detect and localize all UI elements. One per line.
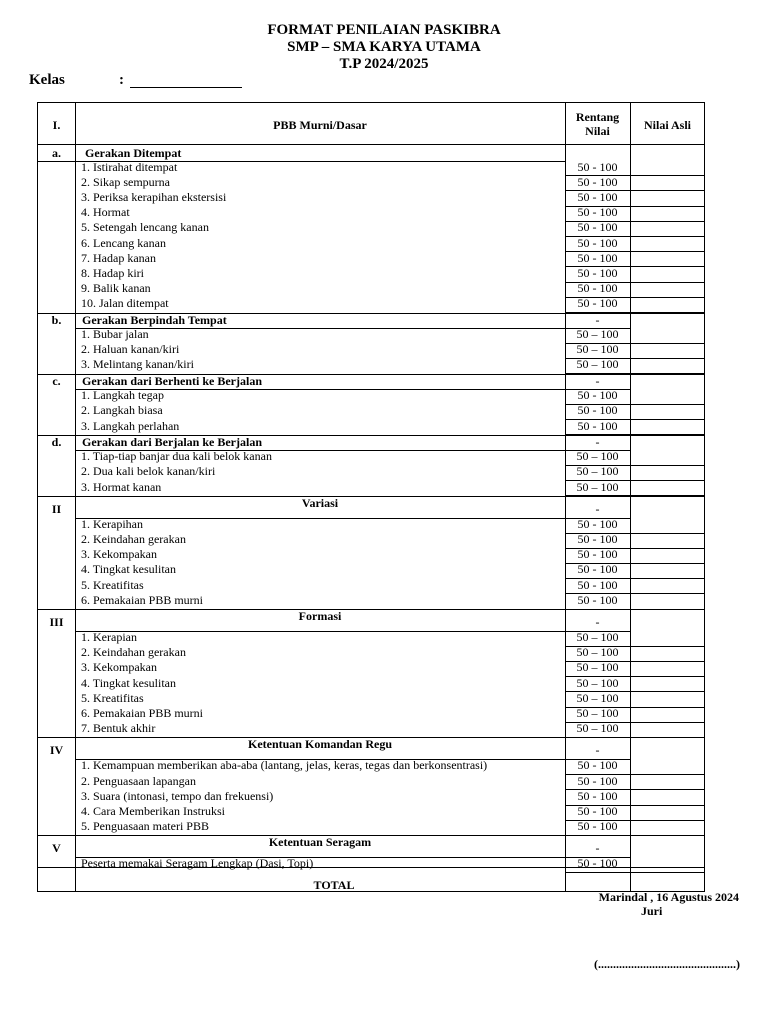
- section-title: Gerakan dari Berjalan ke Berjalan: [82, 435, 262, 450]
- section-top-divider: [75, 435, 705, 436]
- section-range: -: [595, 743, 600, 758]
- criterion-label: 2. Keindahan gerakan: [81, 645, 186, 660]
- criterion-label: 5. Setengah lencang kanan: [81, 220, 209, 235]
- score-cell[interactable]: [631, 206, 705, 220]
- section-number-divider: [38, 496, 75, 497]
- score-cell[interactable]: [631, 533, 705, 547]
- section-title: Gerakan Ditempat: [85, 145, 182, 160]
- total-divider: [38, 867, 704, 868]
- criterion-range: 50 - 100: [577, 592, 618, 607]
- section-number: b.: [51, 313, 62, 327]
- criterion-range: 50 - 100: [577, 235, 618, 250]
- criterion-range: 50 - 100: [577, 418, 618, 433]
- score-cell[interactable]: [631, 191, 705, 205]
- section-top-divider: [75, 313, 705, 314]
- criterion-label: 3. Langkah perlahan: [81, 418, 180, 433]
- section-number-divider: [38, 835, 75, 836]
- criterion-range: 50 – 100: [576, 690, 619, 705]
- criterion-label: 6. Lencang kanan: [81, 235, 166, 250]
- criterion-range: 50 - 100: [577, 220, 618, 235]
- criterion-range: 50 - 100: [577, 773, 618, 788]
- criterion-label: 5. Kreatifitas: [81, 690, 144, 705]
- criterion-range: 50 - 100: [577, 856, 618, 871]
- criterion-range: 50 – 100: [576, 675, 619, 690]
- signature-placeholder: (..............................................): [594, 957, 740, 971]
- score-cell[interactable]: [631, 404, 705, 418]
- criterion-label: 2. Keindahan gerakan: [81, 532, 186, 546]
- total-score-cell[interactable]: [631, 868, 705, 892]
- section-range: -: [595, 615, 600, 629]
- criterion-label: 1. Kerapian: [81, 630, 137, 644]
- section-title-divider: [75, 631, 630, 632]
- score-cell[interactable]: [631, 389, 705, 403]
- criterion-label: 3. Hormat kanan: [81, 479, 162, 494]
- section-number-divider: [38, 374, 75, 375]
- criterion-label: 7. Hadap kanan: [81, 250, 156, 265]
- criterion-range: 50 – 100: [576, 479, 619, 494]
- section-title-divider: [75, 518, 630, 519]
- score-cell[interactable]: [631, 661, 705, 675]
- score-cell[interactable]: [631, 358, 705, 372]
- section-number: c.: [52, 374, 61, 389]
- kelas-colon: :: [119, 72, 124, 88]
- section-title: Gerakan dari Berhenti ke Berjalan: [82, 374, 262, 389]
- criterion-label: 1. Langkah tegap: [81, 388, 164, 403]
- section-top-divider: [75, 609, 705, 610]
- criterion-range: 50 - 100: [577, 189, 618, 204]
- criterion-label: 4. Cara Memberikan Instruksi: [81, 804, 225, 818]
- score-cell[interactable]: [631, 820, 705, 834]
- criterion-range: 50 - 100: [577, 804, 618, 818]
- criterion-range: 50 - 100: [577, 296, 618, 311]
- criterion-label: 3. Suara (intonasi, tempo dan frekuensi): [81, 788, 274, 803]
- section-range: -: [595, 435, 600, 450]
- criterion-range: 50 – 100: [576, 342, 619, 357]
- score-cell[interactable]: [631, 282, 705, 296]
- criterion-label: 5. Penguasaan materi PBB: [81, 819, 209, 834]
- criterion-label: 4. Tingkat kesulitan: [81, 675, 177, 690]
- score-cell[interactable]: [631, 646, 705, 660]
- criterion-range: 50 - 100: [577, 174, 618, 189]
- criterion-range: 50 – 100: [576, 660, 619, 675]
- score-cell[interactable]: [631, 420, 705, 434]
- section-number: d.: [51, 435, 62, 450]
- criterion-range: 50 - 100: [577, 516, 618, 531]
- section-top-divider: [75, 374, 705, 375]
- section-number-divider: [38, 737, 75, 738]
- score-cell[interactable]: [631, 465, 705, 479]
- section-title-divider: [75, 328, 630, 329]
- section-title: Variasi: [301, 495, 339, 510]
- score-cell[interactable]: [631, 161, 705, 175]
- score-cell[interactable]: [631, 790, 705, 804]
- place-date: Marindal , 16 Agustus 2024: [598, 890, 739, 904]
- header-no: I.: [52, 118, 61, 132]
- section-range: -: [595, 374, 600, 389]
- criterion-range: 50 – 100: [576, 630, 619, 644]
- criterion-label: 4. Hormat: [81, 205, 130, 220]
- score-cell[interactable]: [631, 722, 705, 736]
- criterion-label: 1. Kemampuan memberikan aba-aba (lantang, jelas, keras, tegas dan berkonsentrasi): [81, 758, 488, 773]
- kelas-blank-line[interactable]: [130, 87, 242, 88]
- criterion-label: 3. Kekompakan: [81, 547, 157, 562]
- score-cell[interactable]: [631, 548, 705, 562]
- score-cell[interactable]: [631, 805, 705, 819]
- score-cell[interactable]: [631, 450, 705, 464]
- score-cell[interactable]: [631, 343, 705, 357]
- criterion-label: 5. Kreatifitas: [81, 577, 144, 592]
- criterion-label: 6. Pemakaian PBB murni: [81, 592, 203, 607]
- criterion-label: 1. Bubar jalan: [81, 327, 149, 341]
- criterion-range: 50 - 100: [577, 205, 618, 220]
- score-cell[interactable]: [631, 297, 705, 311]
- score-cell[interactable]: [631, 631, 705, 645]
- criterion-range: 50 – 100: [576, 464, 619, 479]
- criterion-range: 50 – 100: [576, 357, 619, 372]
- score-cell[interactable]: [631, 563, 705, 577]
- criterion-label: 1. Tiap-tiap banjar dua kali belok kanan: [81, 449, 272, 464]
- school-name: SMP – SMA KARYA UTAMA: [287, 39, 481, 55]
- kelas-label: Kelas: [29, 72, 65, 88]
- criterion-label: 9. Balik kanan: [81, 281, 151, 296]
- section-number-divider: [38, 435, 75, 436]
- score-cell[interactable]: [631, 707, 705, 721]
- section-number-divider: [38, 161, 75, 162]
- criterion-range: 50 - 100: [577, 577, 618, 592]
- kelas-field: [29, 72, 124, 89]
- section-title: Ketentuan Komandan Regu: [247, 737, 393, 752]
- criterion-label: 2. Penguasaan lapangan: [81, 773, 196, 788]
- criterion-label: 3. Melintang kanan/kiri: [81, 357, 194, 372]
- criterion-label: 2. Langkah biasa: [81, 403, 163, 418]
- criterion-range: 50 - 100: [577, 281, 618, 296]
- section-number: II: [51, 501, 62, 516]
- score-cell[interactable]: [631, 267, 705, 281]
- criterion-range: 50 - 100: [577, 265, 618, 280]
- criterion-range: 50 – 100: [576, 327, 619, 341]
- criterion-range: 50 - 100: [577, 388, 618, 403]
- section-top-divider: [75, 737, 705, 738]
- criterion-range: 50 - 100: [577, 819, 618, 834]
- criterion-range: 50 – 100: [576, 706, 619, 720]
- school-year: T.P 2024/2025: [339, 56, 429, 72]
- criterion-label: 8. Hadap kiri: [81, 265, 144, 280]
- criterion-range: 50 - 100: [577, 250, 618, 265]
- criterion-range: 50 - 100: [577, 532, 618, 546]
- criterion-label: 1. Istirahat ditempat: [81, 159, 178, 174]
- criterion-range: 50 - 100: [577, 403, 618, 418]
- section-top-divider: [75, 496, 705, 497]
- section-number: III: [49, 615, 64, 629]
- section-top-divider: [75, 835, 705, 836]
- section-range: -: [595, 841, 600, 856]
- criterion-range: 50 – 100: [576, 449, 619, 464]
- section-title: Formasi: [298, 609, 342, 623]
- criterion-label: 2. Dua kali belok kanan/kiri: [81, 464, 216, 479]
- score-cell[interactable]: [631, 221, 705, 235]
- criterion-range: 50 – 100: [576, 721, 619, 736]
- criterion-label: 3. Periksa kerapihan ekstersisi: [81, 189, 227, 204]
- score-cell[interactable]: [631, 518, 705, 532]
- criterion-label: 6. Pemakaian PBB murni: [81, 706, 203, 720]
- criterion-range: 50 - 100: [577, 758, 618, 773]
- score-cell[interactable]: [631, 692, 705, 706]
- section-range: -: [595, 501, 600, 516]
- criterion-label: 1. Kerapihan: [81, 516, 143, 531]
- score-cell[interactable]: [631, 759, 705, 773]
- score-cell[interactable]: [631, 328, 705, 342]
- score-cell[interactable]: [631, 252, 705, 266]
- section-number-divider: [38, 313, 75, 314]
- criterion-range: 50 - 100: [577, 547, 618, 562]
- header-score: Nilai Asli: [643, 118, 691, 132]
- criterion-range: 50 - 100: [577, 159, 618, 174]
- criterion-label: 3. Kekompakan: [81, 660, 157, 675]
- criterion-label: 2. Haluan kanan/kiri: [81, 342, 180, 357]
- section-number: a.: [52, 145, 61, 160]
- assessment-table: [37, 102, 705, 892]
- criterion-label: 4. Tingkat kesulitan: [81, 562, 177, 577]
- score-cell[interactable]: [631, 594, 705, 608]
- juri-label: Juri: [641, 904, 663, 918]
- section-number: V: [52, 841, 61, 856]
- header-range: Rentang Nilai: [575, 110, 620, 138]
- section-title: Ketentuan Seragam: [268, 835, 372, 850]
- score-cell[interactable]: [631, 775, 705, 789]
- section-number: IV: [49, 743, 64, 758]
- score-cell[interactable]: [631, 237, 705, 251]
- criterion-label: 7. Bentuk akhir: [81, 721, 156, 736]
- score-cell[interactable]: [631, 176, 705, 190]
- criterion-range: 50 - 100: [577, 788, 618, 803]
- criterion-label: 10. Jalan ditempat: [81, 296, 169, 311]
- criterion-range: 50 - 100: [577, 562, 618, 577]
- document-title: FORMAT PENILAIAN PASKIBRA: [267, 22, 501, 38]
- score-cell[interactable]: [631, 481, 705, 495]
- criterion-label: 2. Sikap sempurna: [81, 174, 170, 189]
- score-cell[interactable]: [631, 677, 705, 691]
- section-title: Gerakan Berpindah Tempat: [82, 313, 227, 327]
- section-range: -: [595, 313, 600, 327]
- section-number-divider: [38, 609, 75, 610]
- criterion-range: 50 – 100: [576, 645, 619, 660]
- score-cell[interactable]: [631, 579, 705, 593]
- criterion-label: Peserta memakai Seragam Lengkap (Dasi, Topi): [81, 856, 314, 871]
- total-label: TOTAL: [313, 878, 355, 892]
- header-item: PBB Murni/Dasar: [273, 118, 367, 132]
